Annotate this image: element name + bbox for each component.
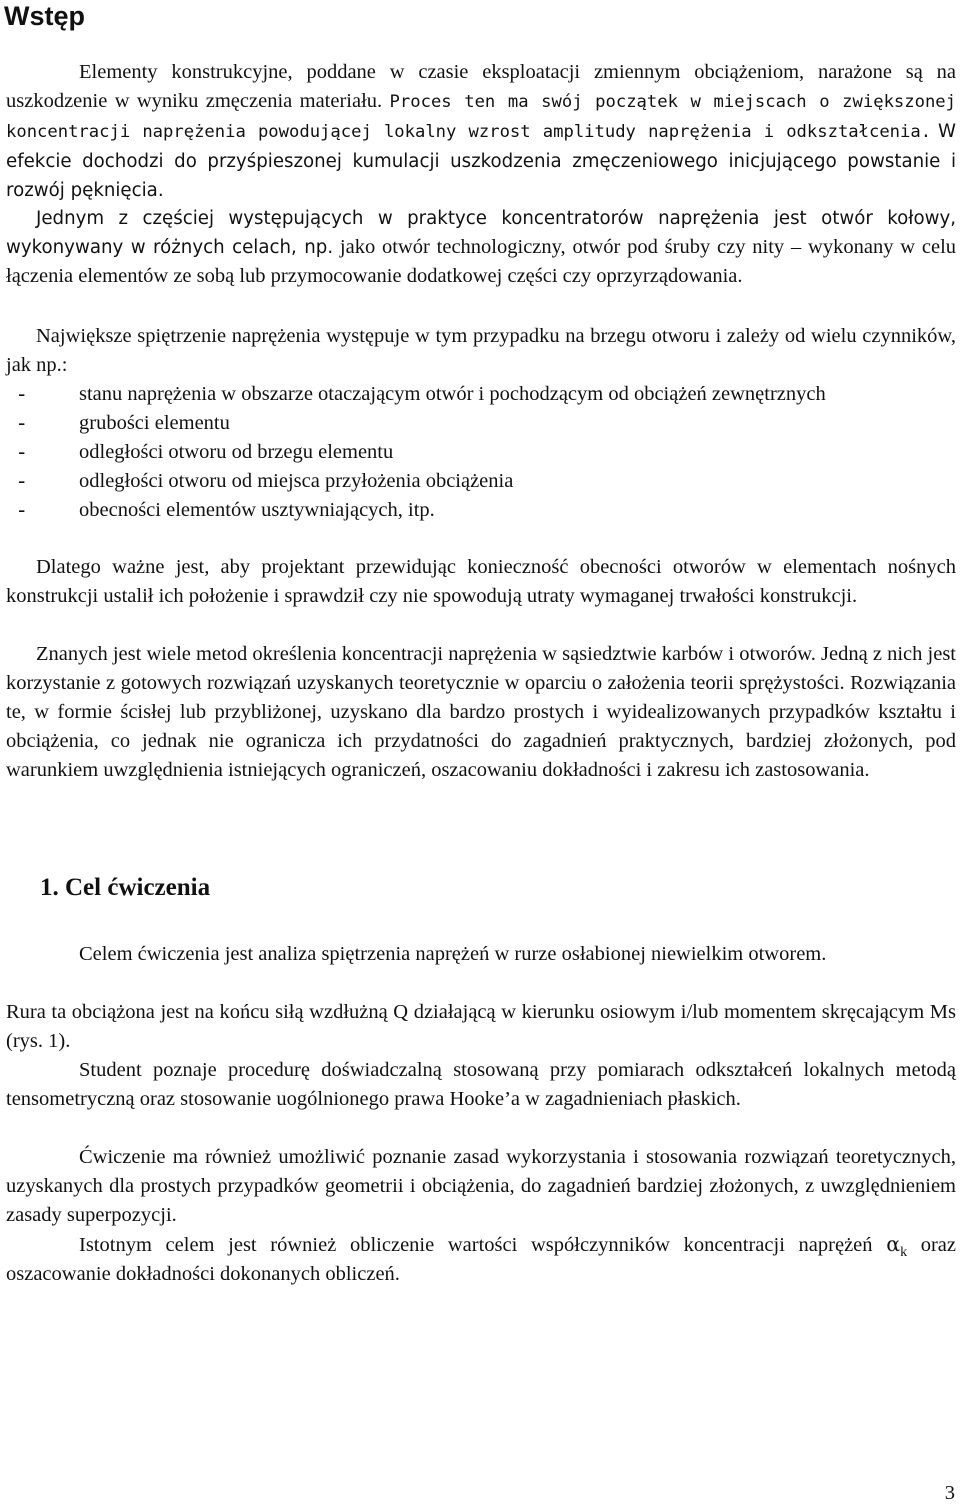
list-item-text: odległości otworu od brzegu elementu <box>79 441 394 463</box>
section1-paragraph-2: Rura ta obciążona jest na końcu siłą wzdłużną Q działającą w kierunku osiowym i/lub momentem skręcającym Ms (rys. 1). <box>6 1001 956 1052</box>
list-item <box>6 409 956 438</box>
list-item-text: odległości otworu od miejsca przyłożenia obciążenia <box>79 470 514 492</box>
list-item <box>6 438 956 467</box>
list-dash-marker: - <box>18 469 26 493</box>
intro-paragraph-1 <box>6 58 956 205</box>
section1-paragraph-4: Ćwiczenie ma również umożliwić poznanie zasad wykorzystania i stosowania rozwiązań teoretycznych, uzyskanych dla prostych przypadków geometrii i obciążenia, do zagadnień bardziej złożonych, z uwzględnieniem zasady superpozycji. <box>6 1146 956 1226</box>
intro-paragraph-3: Największe spiętrzenie naprężenia występuje w tym przypadku na brzegu otworu i zależy od wielu czynników, jak np.: <box>6 325 956 376</box>
list-item <box>6 380 956 409</box>
section1-paragraph-3: Student poznaje procedurę doświadczalną stosowaną przy pomiarach odkształceń lokalnych metodą tensometryczną oraz stosowanie uogólnionego prawa Hooke’a w zagadnieniach płaskich. <box>6 1059 956 1110</box>
intro-paragraph-5: Znanych jest wiele metod określenia koncentracji naprężenia w sąsiedztwie karbów i otworów. Jedną z nich jest korzystanie z gotowych rozwiązań uzyskanych teoretycznie w oparciu o założenia teorii sprężystości. Rozwiązania te, w formie ścisłej lub przybliżonej, uzyskano dla bardzo prostych i wyidealizowanych przypadków kształtu i obciążenia, co jednak nie ogranicza ich przydatności do zagadnień praktycznych, bardziej złożonych, pod warunkiem uwzględnienia istniejących ograniczeń, oszacowaniu dokładności i zakresu ich zastosowania. <box>6 643 956 781</box>
list-dash-marker: - <box>18 498 26 522</box>
intro-paragraph-4: Dlatego ważne jest, aby projektant przewidując konieczność obecności otworów w elementach nośnych konstrukcji ustalił ich położenie i sprawdził czy nie spowodują utraty wymaganej trwałości konstrukcji. <box>6 556 956 607</box>
intro-paragraph-1-part-mono: Proces ten ma swój początek w miejscach o zwiększonej koncentracji naprężenia powodującej lokalny wzrost amplitudy naprężenia i odkształcenia. <box>6 92 957 142</box>
intro-paragraph-2-part-sans: Jednym z częściej występujących w praktyce koncentratorów naprężenia jest otwór kołowy, wykonywany w różnych celach, np. <box>6 208 956 258</box>
section-heading: 1. Cel ćwiczenia <box>40 874 211 901</box>
list-item-text: stanu naprężenia w obszarze otaczającym otwór i pochodzącym od obciążeń zewnętrznych <box>79 383 826 405</box>
intro-paragraph-1-part-serif: Elementy konstrukcyjne, poddane w czasie eksploatacji zmiennym obciążeniom, narażone są na uszkodzenie w wyniku zmęczenia materiału. <box>6 61 956 112</box>
alpha-subscript: k <box>900 1245 908 1261</box>
list-dash-marker: - <box>18 411 26 435</box>
section1-paragraph-5 <box>6 1230 956 1289</box>
list-dash-marker: - <box>18 382 26 406</box>
alpha-symbol: α <box>886 1232 901 1256</box>
list-dash-marker: - <box>18 440 26 464</box>
list-item-text: grubości elementu <box>79 412 230 434</box>
list-item <box>6 467 956 496</box>
factors-list <box>6 380 956 525</box>
list-item-text: obecności elementów usztywniających, itp. <box>79 499 435 521</box>
intro-paragraph-2-part-serif: jako otwór technologiczny, otwór pod śruby czy nity – wykonany w celu łączenia elementów ze sobą lub przymocowanie dodatkowej części czy oprzyrządowania. <box>6 236 957 287</box>
section1-paragraph-1: Celem ćwiczenia jest analiza spiętrzenia naprężeń w rurze osłabionej niewielkim otworem. <box>79 943 827 965</box>
page-title: Wstęp <box>4 1 85 31</box>
intro-paragraph-2 <box>6 204 956 291</box>
page-number: 3 <box>944 1482 955 1504</box>
intro-paragraph-1-part-sans: W efekcie dochodzi do przyśpieszonej kumulacji uszkodzenia zmęczeniowego inicjującego powstanie i rozwój pęknięcia. <box>6 121 956 201</box>
section1-paragraph-5-text-end: oraz oszacowanie dokładności dokonanych obliczeń. <box>6 1234 957 1285</box>
section1-paragraph-5-text: Istotnym celem jest również obliczenie wartości współczynników koncentracji naprężeń <box>79 1234 873 1256</box>
list-item <box>6 496 956 525</box>
